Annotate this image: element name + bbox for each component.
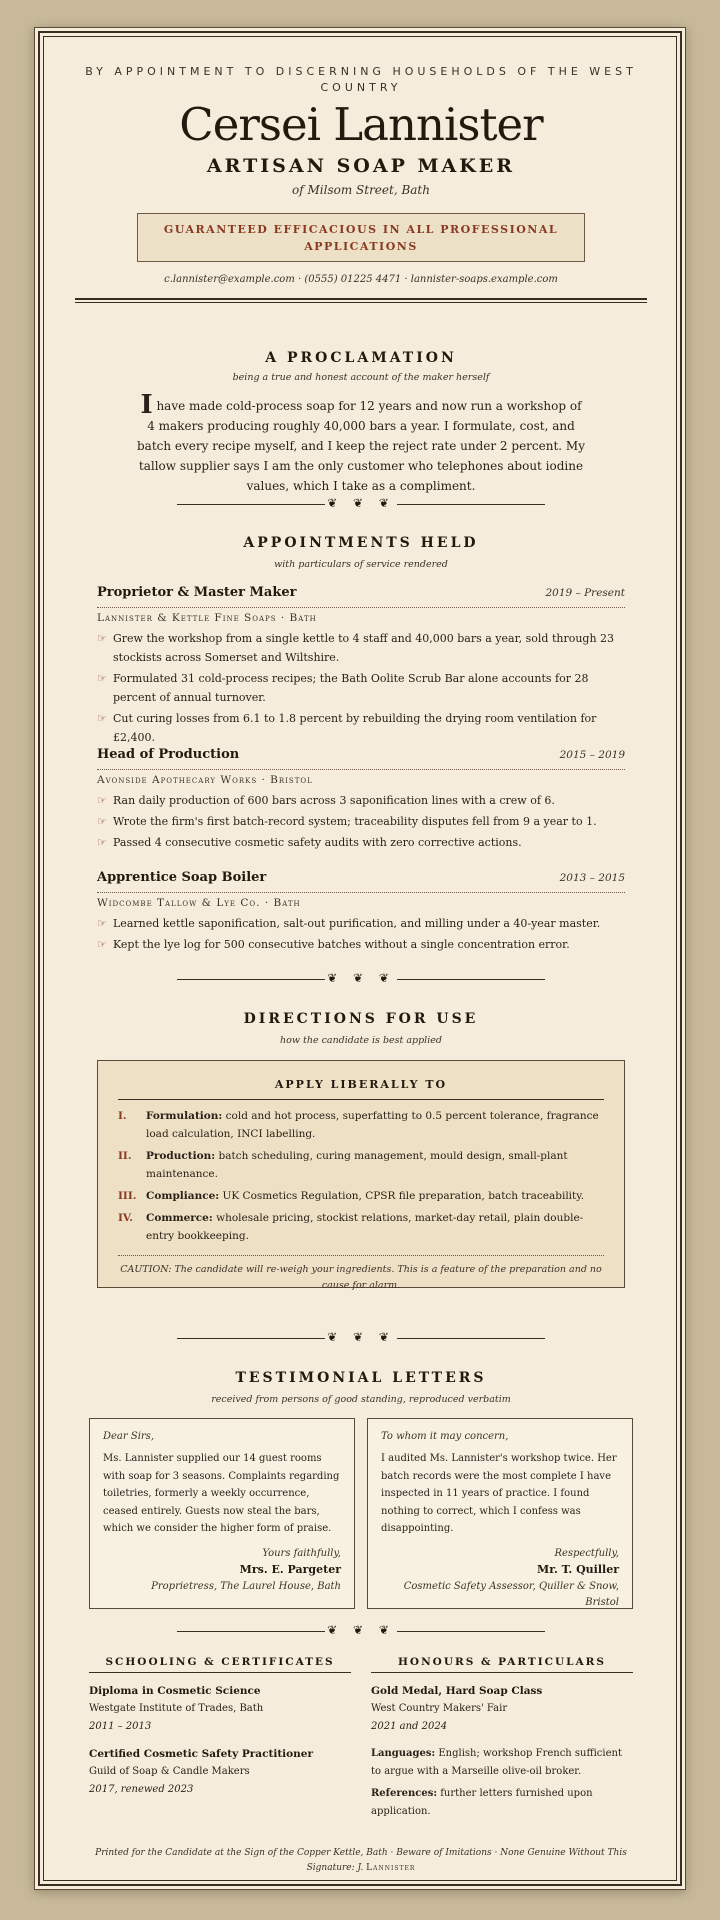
testimonials-subtitle: received from persons of good standing, reproduced verbatim [211, 1394, 511, 1405]
roman-numeral: II. [118, 1150, 132, 1162]
references-line: References: further letters furnished upon application. [371, 1788, 593, 1817]
ornament-divider [177, 972, 545, 986]
job-title: Proprietor & Master Maker [97, 585, 297, 600]
job-bullet: ☞ Learned kettle saponification, salt-out purification, and milling under a 40-year master. [97, 914, 625, 933]
job-entry [97, 585, 625, 749]
job-bullet: ☞ Wrote the firm's first batch-record system; traceability disputes fell from 9 a year to 1. [97, 812, 625, 831]
job-bullet: ☞ Ran daily production of 600 bars across 3 saponification lines with a crew of 6. [97, 791, 625, 810]
guarantee-text: GUARANTEED EFFICACIOUS IN ALL PROFESSIONAL APPLICATIONS [163, 222, 559, 253]
job-bullet: ☞ Passed 4 consecutive cosmetic safety audits with zero corrective actions. [97, 833, 625, 852]
pointing-hand-icon: ☞ [97, 632, 107, 645]
testimonial-letter [89, 1418, 355, 1609]
testimonial-letter [367, 1418, 633, 1609]
fleuron-icon: ❦ ❦ ❦ [327, 1623, 395, 1637]
signature-name: Lannister [366, 1863, 416, 1873]
languages-line: Languages: English; workshop French sufficient to argue with a Marseille olive-oil broker. [371, 1748, 622, 1777]
job-bullet: ☞ Formulated 31 cold-process recipes; the Bath Oolite Scrub Bar alone accounts for 28 percent of annual turnover. [97, 669, 625, 707]
letter-body: I audited Ms. Lannister's workshop twice. Her batch records were the most complete I have inspected in 11 years of practice. I found nothing to correct, which I confess was disappointing. [381, 1453, 617, 1534]
proclamation-title: A PROCLAMATION [265, 350, 457, 366]
job-dates: 2015 – 2019 [559, 749, 625, 761]
letter-closing: Respectfully, [554, 1547, 619, 1559]
job-organisation: Avonside Apothecary Works · Bristol [97, 769, 625, 786]
award-entry: Gold Medal, Hard Soap Class West Country Makers' Fair 2021 and 2024 [371, 1685, 543, 1732]
letter-salutation: Dear Sirs, [103, 1431, 154, 1442]
job-dates: 2013 – 2015 [559, 872, 625, 884]
ornament-divider [177, 1624, 545, 1638]
contact-line[interactable]: c.lannister@example.com · (0555) 01225 4471 · lannister-soaps.example.com [164, 274, 558, 285]
pointing-hand-icon: ☞ [97, 712, 107, 725]
directions-subtitle: how the candidate is best applied [280, 1035, 442, 1046]
ornament-divider [177, 1331, 545, 1345]
direction-item: IV. Commerce: wholesale pricing, stockist relations, market-day retail, plain double-entry bookkeeping. [118, 1209, 604, 1245]
fleuron-icon: ❦ ❦ ❦ [327, 1330, 395, 1344]
education-entry: Diploma in Cosmetic Science Westgate Institute of Trades, Bath 2011 – 2013 [89, 1685, 264, 1732]
profession-title: ARTISAN SOAP MAKER [206, 155, 516, 177]
header-rule [75, 298, 647, 303]
job-bullet: ☞ Cut curing losses from 6.1 to 1.8 percent by rebuilding the drying room ventilation for £2,400. [97, 709, 625, 747]
direction-item: II. Production: batch scheduling, curing management, mould design, small-plant maintenance. [118, 1147, 604, 1183]
honours-column [371, 1656, 633, 1821]
roman-numeral: III. [118, 1190, 137, 1202]
resume-sheet [34, 27, 686, 1890]
letter-signer: Mr. T. Quiller [537, 1562, 619, 1576]
proclamation-body: have made cold-process soap for 12 years and now run a workshop of 4 makers producing roughly 40,000 bars a year. I formulate, cost, and batch every recipe myself, and I keep the reject rate under 2 percent. My tallow supplier says I am the only customer who telephones about iodine values, which I take as a compliment. [137, 399, 585, 493]
job-dates: 2019 – Present [545, 587, 625, 599]
pointing-hand-icon: ☞ [97, 794, 107, 807]
job-title: Apprentice Soap Boiler [97, 870, 267, 885]
job-entry [97, 870, 625, 956]
fleuron-icon: ❦ ❦ ❦ [327, 971, 395, 985]
testimonials-title: TESTIMONIAL LETTERS [235, 1370, 487, 1386]
honours-title: HONOURS & PARTICULARS [371, 1656, 633, 1673]
dropcap: I [140, 390, 153, 420]
appointment-line: BY APPOINTMENT TO DISCERNING HOUSEHOLDS OF THE WEST COUNTRY [85, 65, 637, 94]
roman-numeral: I. [118, 1110, 127, 1122]
letter-signer-role: Cosmetic Safety Assessor, Quiller & Snow, Bristol [403, 1580, 619, 1608]
pointing-hand-icon: ☞ [97, 917, 107, 930]
pointing-hand-icon: ☞ [97, 815, 107, 828]
footer-imprint: Printed for the Candidate at the Sign of the Copper Kettle, Bath · Beware of Imitations · None Genuine Without This Signature: J. Lannister [95, 1848, 627, 1873]
letter-signer: Mrs. E. Pargeter [239, 1562, 341, 1576]
letter-signer-role: Proprietress, The Laurel House, Bath [151, 1580, 341, 1592]
pointing-hand-icon: ☞ [97, 938, 107, 951]
job-entry [97, 747, 625, 854]
pointing-hand-icon: ☞ [97, 672, 107, 685]
fleuron-icon: ❦ ❦ ❦ [327, 496, 395, 510]
proclamation-text [135, 390, 587, 496]
roman-numeral: IV. [118, 1212, 133, 1224]
letter-body: Ms. Lannister supplied our 14 guest rooms with soap for 3 seasons. Complaints regarding toiletries, formerly a weekly occurrence, ceased entirely. Guests now steal the bars, which we consider the higher form of praise. [103, 1453, 340, 1534]
schooling-column [89, 1656, 351, 1799]
letter-salutation: To whom it may concern, [381, 1431, 509, 1442]
ornament-divider [177, 497, 545, 511]
education-entry: Certified Cosmetic Safety Practitioner Guild of Soap & Candle Makers 2017, renewed 2023 [89, 1748, 314, 1795]
directions-title: DIRECTIONS FOR USE [243, 1011, 479, 1027]
pointing-hand-icon: ☞ [97, 836, 107, 849]
schooling-title: SCHOOLING & CERTIFICATES [89, 1656, 351, 1673]
job-organisation: Lannister & Kettle Fine Soaps · Bath [97, 607, 625, 624]
location-line: of Milsom Street, Bath [292, 183, 430, 197]
letter-closing: Yours faithfully, [262, 1547, 341, 1559]
direction-item: I. Formulation: cold and hot process, superfatting to 0.5 percent tolerance, fragrance load calculation, INCI labelling. [118, 1107, 604, 1143]
job-title: Head of Production [97, 747, 240, 762]
directions-box-title: APPLY LIBERALLY TO [118, 1078, 604, 1100]
candidate-name: Cersei Lannister [179, 98, 543, 151]
job-organisation: Widcombe Tallow & Lye Co. · Bath [97, 892, 625, 909]
job-bullet: ☞ Grew the workshop from a single kettle to 4 staff and 40,000 bars a year, sold through 23 stockists across Somerset and Wiltshire. [97, 629, 625, 667]
caution-note: CAUTION: The candidate will re-weigh your ingredients. This is a feature of the preparation and no cause for alarm. [118, 1255, 604, 1294]
appointments-subtitle: with particulars of service rendered [274, 559, 448, 570]
directions-box [97, 1060, 625, 1291]
appointments-title: APPOINTMENTS HELD [243, 535, 479, 551]
guarantee-banner [137, 213, 585, 262]
direction-item: III. Compliance: UK Cosmetics Regulation, CPSR file preparation, batch traceability. [118, 1187, 604, 1205]
job-bullet: ☞ Kept the lye log for 500 consecutive batches without a single concentration error. [97, 935, 625, 954]
proclamation-subtitle: being a true and honest account of the maker herself [232, 372, 490, 383]
